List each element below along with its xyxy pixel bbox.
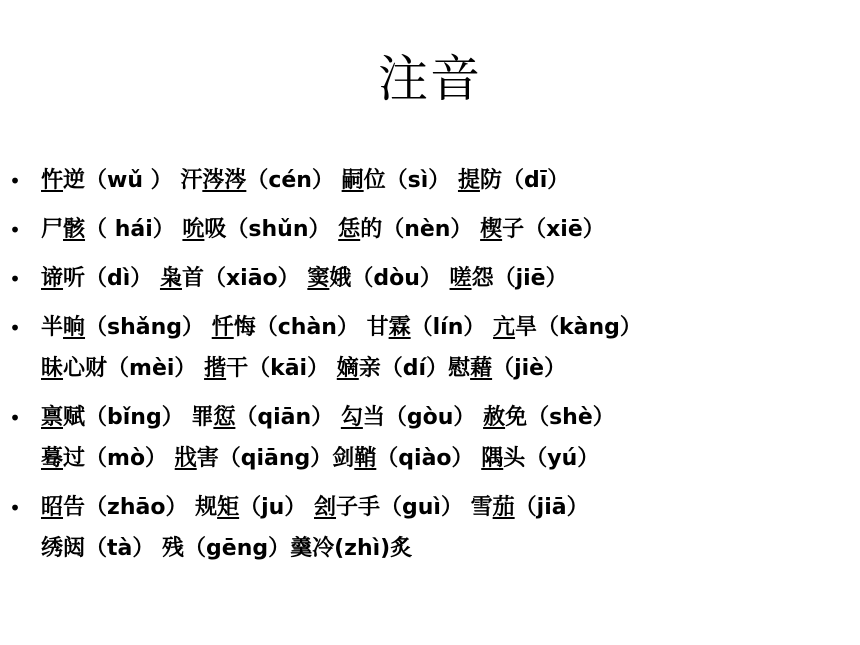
text-segment: 绣闼（tà） 残（gēng）羹冷(zhì)炙 [41, 536, 413, 561]
text-segment: 尸 [41, 217, 64, 242]
bullet-line [41, 348, 860, 389]
underlined-character: 忤 [41, 168, 64, 193]
underlined-character: 窦 [307, 266, 330, 291]
text-segment: 过（mò） [63, 446, 175, 471]
bullet-dot: • [9, 496, 21, 520]
text-segment: 首（xiāo） [181, 266, 308, 291]
text-segment: 子（xiē） [502, 217, 605, 242]
underlined-character: 涔涔 [202, 168, 247, 193]
underlined-character: 骸 [63, 217, 86, 242]
underlined-character: 藉 [470, 356, 493, 381]
underlined-character: 恁 [338, 217, 361, 242]
underlined-character: 楔 [480, 217, 503, 242]
underlined-character: 吮 [182, 217, 205, 242]
bullet-line [41, 397, 860, 438]
text-segment: 赋（bǐng） 罪 [63, 405, 214, 430]
bullet-dot: • [9, 169, 21, 193]
underlined-character: 昧 [41, 356, 64, 381]
underlined-character: 蓦 [41, 446, 64, 471]
underlined-character: 谛 [41, 266, 64, 291]
bullet-line [41, 438, 860, 479]
underlined-character: 嗣 [341, 168, 364, 193]
bullet-line [41, 307, 860, 348]
bullet-line [41, 160, 860, 201]
text-segment: （lín） [410, 315, 494, 340]
text-segment: 子手（guì） 雪 [336, 495, 493, 520]
text-segment: 位（sì） [363, 168, 458, 193]
text-segment: （ju） [239, 495, 314, 520]
text-segment: （qiān） [235, 405, 341, 430]
underlined-character: 刽 [314, 495, 337, 520]
bullet-line [41, 258, 860, 299]
text-segment: 逆（wǔ ） 汗 [63, 168, 203, 193]
text-segment: （shǎng） [85, 315, 212, 340]
bullet-item [8, 209, 860, 250]
bullet-dot: • [9, 218, 21, 242]
text-segment: 干（kāi） [226, 356, 337, 381]
text-segment: 的（nèn） [360, 217, 481, 242]
underlined-character: 隅 [481, 446, 504, 471]
bullet-dot: • [9, 267, 21, 291]
underlined-character: 禀 [41, 405, 64, 430]
text-segment: 半 [41, 315, 64, 340]
text-segment: （ hái） [85, 217, 183, 242]
underlined-character: 晌 [63, 315, 86, 340]
text-segment: 告（zhāo） 规 [63, 495, 218, 520]
underlined-character: 昭 [41, 495, 64, 520]
bullet-dot: • [9, 406, 21, 430]
underlined-character: 鞘 [354, 446, 377, 471]
bullet-line [41, 209, 860, 250]
text-segment: 吸（shǔn） [204, 217, 339, 242]
text-segment: 头（yú） [503, 446, 600, 471]
text-segment: 悔（chàn） 甘 [233, 315, 389, 340]
text-segment: （jiè） [492, 356, 567, 381]
underlined-character: 提 [457, 168, 480, 193]
text-segment: （cén） [246, 168, 342, 193]
text-segment: 旱（kàng） [515, 315, 642, 340]
bullet-item [8, 307, 860, 389]
bullet-item [8, 160, 860, 201]
underlined-character: 赦 [483, 405, 506, 430]
underlined-character: 戕 [174, 446, 197, 471]
bullet-item [8, 258, 860, 299]
text-segment: 免（shè） [505, 405, 615, 430]
text-segment: 当（gòu） [362, 405, 484, 430]
bullet-item [8, 397, 860, 479]
underlined-character: 嫡 [336, 356, 359, 381]
bullet-line [41, 487, 860, 528]
text-segment: 害（qiāng）剑 [196, 446, 355, 471]
bullet-line [41, 528, 860, 569]
text-segment: 亲（dí）慰 [358, 356, 471, 381]
underlined-character: 矩 [217, 495, 240, 520]
underlined-character: 枭 [159, 266, 182, 291]
underlined-character: 亢 [493, 315, 516, 340]
bullet-dot: • [9, 316, 21, 340]
text-segment: （qiào） [376, 446, 482, 471]
text-segment: 心财（mèi） [63, 356, 205, 381]
underlined-character: 忏 [211, 315, 234, 340]
underlined-character: 嗟 [449, 266, 472, 291]
text-segment: （jiā） [514, 495, 589, 520]
underlined-character: 勾 [340, 405, 363, 430]
underlined-character: 霖 [388, 315, 411, 340]
bullet-item [8, 487, 860, 569]
text-segment: 娥（dòu） [329, 266, 450, 291]
bullet-list [8, 160, 860, 577]
underlined-character: 愆 [213, 405, 236, 430]
page-title: 注音 [378, 50, 482, 108]
text-segment: 听（dì） [63, 266, 160, 291]
text-segment: 防（dī） [479, 168, 570, 193]
underlined-character: 茄 [492, 495, 515, 520]
text-segment: 怨（jiē） [471, 266, 568, 291]
underlined-character: 揩 [204, 356, 227, 381]
